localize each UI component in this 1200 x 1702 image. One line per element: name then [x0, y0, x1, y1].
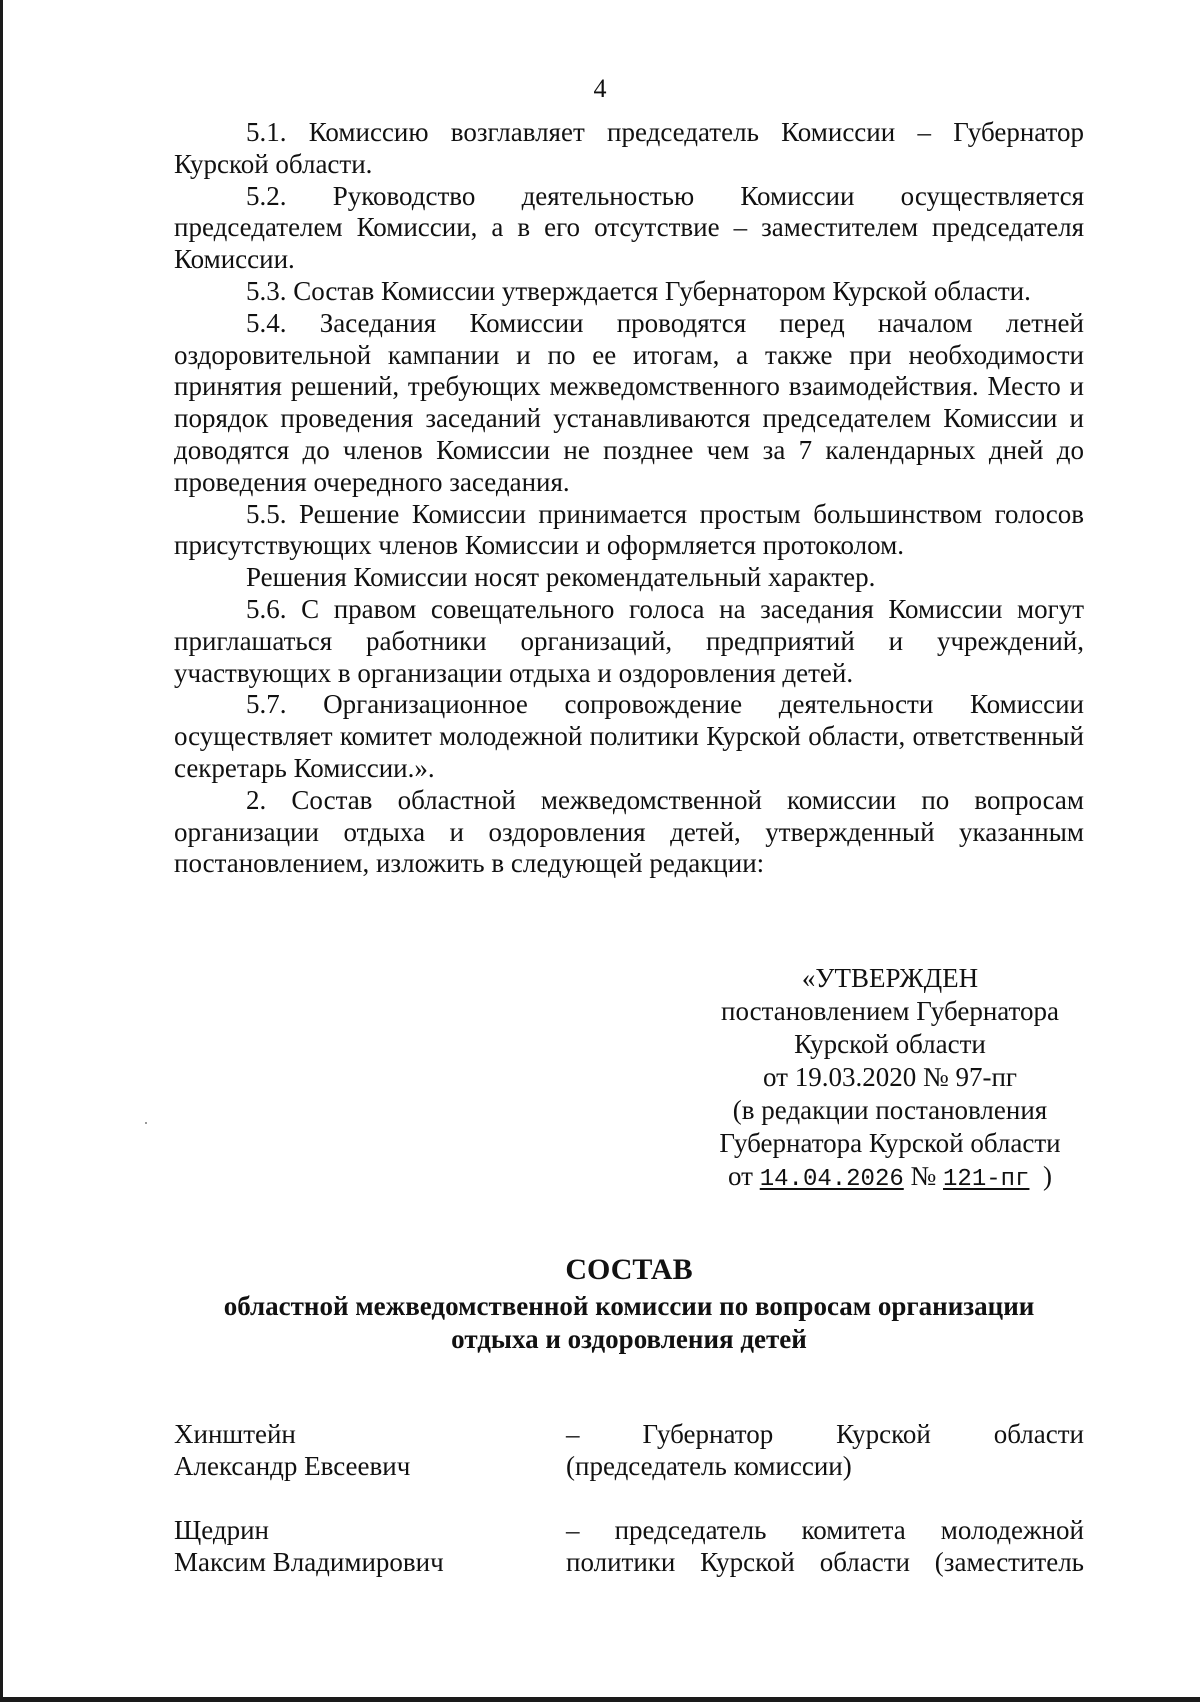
- member-surname: Хинштейн: [174, 1419, 296, 1449]
- paragraph-5-2: 5.2. Руководство деятельностью Комиссии осуществляется председателем Комиссии, а в его отсутствие – заместителем председателя Комиссии.: [174, 180, 1084, 275]
- composition-title: СОСТАВ: [565, 1253, 693, 1286]
- member-name: [174, 1514, 554, 1578]
- page-left-edge: [0, 0, 3, 1702]
- page-number: 4: [593, 74, 607, 103]
- paragraph-5-3: 5.3. Состав Комиссии утверждается Губернатором Курской области.: [246, 275, 1031, 306]
- approval-line-region: Курской области: [794, 1029, 986, 1059]
- member-given-names: Александр Евсеевич: [174, 1451, 411, 1481]
- paragraph-decisions: Решения Комиссии носят рекомендательный характер.: [246, 562, 876, 593]
- approval-line-original-date: от 19.03.2020 № 97-пг: [763, 1062, 1017, 1092]
- approval-date: 14.04.2026: [759, 1166, 904, 1193]
- member-role-line1: – председатель комитета молодежной: [566, 1515, 1084, 1545]
- member-role-line2: политики Курской области (заместитель: [566, 1547, 1084, 1577]
- approval-number: 121-пг: [943, 1166, 1030, 1193]
- paragraph-5-7: 5.7. Организационное сопровождение деятельности Комиссии осуществляет комитет молодежной политики Курской области, ответственный секретарь Комиссии.».: [174, 689, 1084, 783]
- approval-line-approved: «УТВЕРЖДЕН: [801, 963, 979, 993]
- approval-block: [680, 962, 1100, 1196]
- paragraph-5-6: 5.6. С правом совещательного голоса на заседания Комиссии могут приглашаться работники организаций, предприятий и учреждений, участвующих в организации отдыха и оздоровления детей.: [174, 593, 1084, 688]
- approval-number-sign: №: [910, 1161, 937, 1191]
- member-role: [566, 1418, 1084, 1482]
- member-role: [566, 1514, 1084, 1578]
- member-surname: Щедрин: [174, 1515, 270, 1545]
- scan-speck: [145, 1122, 147, 1124]
- body-text: [174, 117, 1084, 880]
- approval-line-decree: постановлением Губернатора: [721, 996, 1059, 1026]
- member-given-names: Максим Владимирович: [174, 1547, 444, 1577]
- composition-subtitle-line2: отдыха и оздоровления детей: [451, 1324, 807, 1354]
- paragraph-5-4: 5.4. Заседания Комиссии проводятся перед началом летней оздоровительной кампании и по ее итогам, а также при необходимости принятия решений, требующих межведомственного взаимодействия. Место и порядок проведения заседаний устанавливаются председателем Комиссии и доводятся до членов Комиссии не позднее чем за 7 календарных дней до проведения очередного заседания.: [174, 307, 1084, 497]
- approval-line-revision-date: [680, 1160, 1100, 1196]
- paragraph-2: 2. Состав областной межведомственной комиссии по вопросам организации отдыха и оздоровления детей, утвержденный указанным постановлением, изложить в следующей редакции:: [174, 784, 1084, 879]
- paragraph-5-5: 5.5. Решение Комиссии принимается простым большинством голосов присутствующих членов Комиссии и оформляется протоколом.: [174, 498, 1084, 561]
- approval-line-revision: (в редакции постановления: [732, 1095, 1048, 1125]
- composition-subtitle-line1: областной межведомственной комиссии по вопросам организации: [223, 1291, 1035, 1321]
- paragraph-5-1: 5.1. Комиссию возглавляет председатель Комиссии – Губернатор Курской области.: [174, 117, 1084, 179]
- approval-line-governor: Губернатора Курской области: [719, 1128, 1061, 1158]
- composition-heading: [174, 1250, 1084, 1356]
- approval-from-label: от: [728, 1161, 753, 1191]
- member-name: [174, 1418, 554, 1482]
- member-role-line1: – Губернатор Курской области: [566, 1419, 1084, 1449]
- member-role-line2: (председатель комиссии): [566, 1451, 852, 1481]
- approval-closing: ): [1042, 1161, 1052, 1191]
- page-bottom-edge: [0, 1697, 1200, 1702]
